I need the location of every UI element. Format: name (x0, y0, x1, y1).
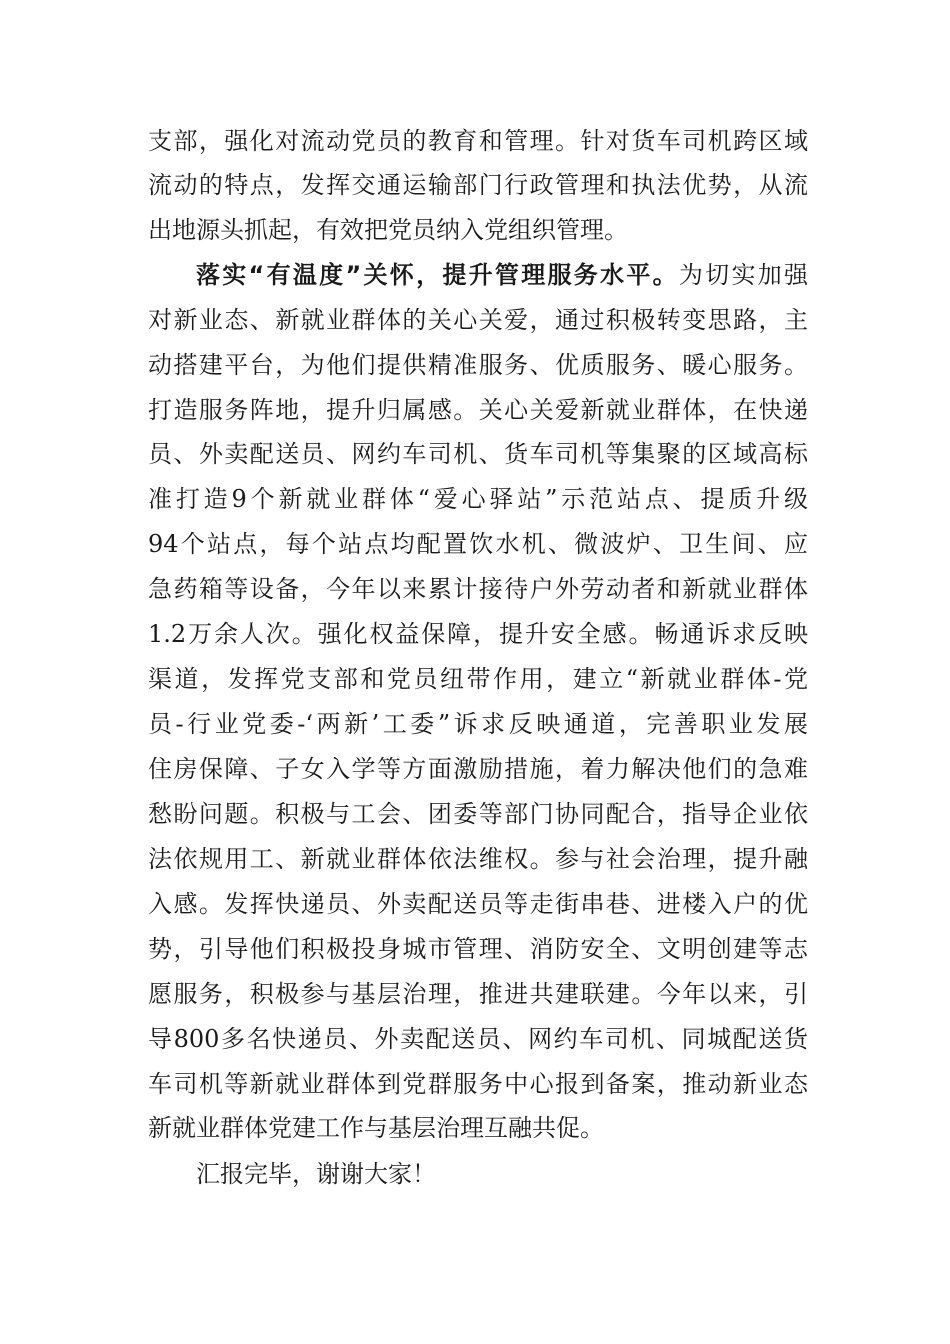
text-line: 渠道，发挥党支部和党员纽带作用，建立“新就业群体-党 (148, 665, 808, 693)
text-line: 员、外卖配送员、网约车司机、货车司机等集聚的区域高标 (148, 440, 808, 468)
text-line: 新就业群体党建工作与基层治理互融共促。 (148, 1114, 604, 1142)
text-line: 愿服务，积极参与基层治理，推进共建联建。今年以来，引 (148, 980, 808, 1008)
text-line: 急药箱等设备，今年以来累计接待户外劳动者和新就业群体 (148, 575, 808, 603)
text-line: 出地源头抓起，有效把党员纳入党组织管理。 (148, 216, 628, 244)
text-line: 动搭建平台，为他们提供精准服务、优质服务、暖心服务。 (148, 351, 808, 379)
paragraph-text: 为切实加强 (678, 261, 809, 289)
text-line: 势，引导他们积极投身城市管理、消防安全、文明创建等志 (148, 935, 808, 963)
text-line: 94个站点，每个站点均配置饮水机、微波炉、卫生间、应 (148, 530, 808, 558)
paragraph-heading: 落实“有温度”关怀，提升管理服务水平。 (196, 261, 679, 289)
closing-remark: 汇报完毕，谢谢大家！ (196, 1160, 436, 1188)
text-line: 住房保障、子女入学等方面激励措施，着力解决他们的急难 (148, 755, 808, 783)
text-line: 车司机等新就业群体到党群服务中心报到备案，推动新业态 (148, 1070, 808, 1098)
text-line: 法依规用工、新就业群体依法维权。参与社会治理，提升融 (148, 845, 808, 873)
text-line: 流动的特点，发挥交通运输部门行政管理和执法优势，从流 (148, 171, 808, 199)
text-line: 打造服务阵地，提升归属感。关心关爱新就业群体，在快递 (148, 396, 808, 424)
text-line: 导800多名快递员、外卖配送员、网约车司机、同城配送货 (148, 1025, 808, 1053)
text-line: 入感。发挥快递员、外卖配送员等走街串巷、进楼入户的优 (148, 890, 808, 918)
text-line: 对新业态、新就业群体的关心关爱，通过积极转变思路，主 (148, 306, 808, 334)
text-line: 支部，强化对流动党员的教育和管理。针对货车司机跨区域 (148, 127, 808, 155)
text-line: 愁盼问题。积极与工会、团委等部门协同配合，指导企业依 (148, 800, 808, 828)
paragraph-opening-line (196, 258, 808, 292)
text-line: 准打造9个新就业群体“爱心驿站”示范站点、提质升级 (148, 485, 808, 513)
text-line: 员-行业党委-‘两新’工委”诉求反映通道，完善职业发展 (148, 710, 808, 738)
text-line: 1.2万余人次。强化权益保障，提升安全感。畅通诉求反映 (148, 620, 808, 648)
